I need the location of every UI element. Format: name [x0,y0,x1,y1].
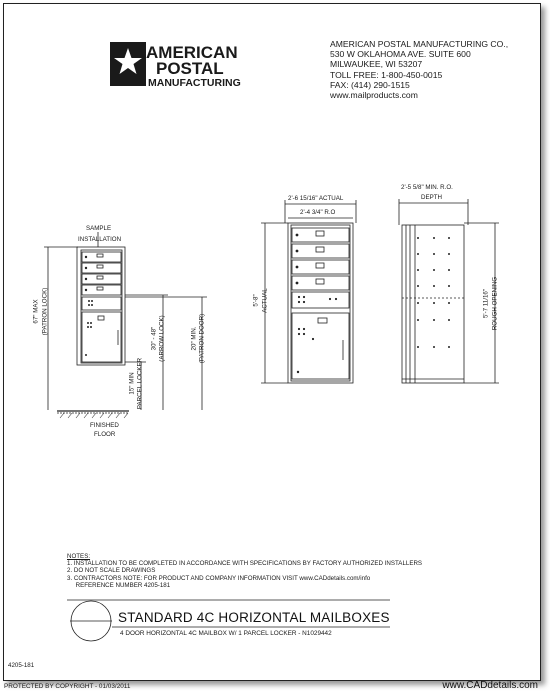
drawing-subtitle: 4 DOOR HORIZONTAL 4C MAILBOX W/ 1 PARCEL LOCKER - N1029442 [120,630,332,637]
svg-text:POSTAL: POSTAL [156,59,224,78]
front-actual-label: ACTUAL [261,288,269,313]
company-name: AMERICAN POSTAL MANUFACTURING CO., [330,39,509,49]
floor-hatch [60,413,128,418]
sample-installation-view [41,232,207,413]
finished-label: FINISHED [90,422,119,429]
rough-opening-label: ROUGH OPENING [491,276,499,331]
rough-opening-width-label: 2'-4 3/4" R.O [300,209,336,216]
note-3: 3. CONTRACTORS NOTE: FOR PRODUCT AND COMPANY INFORMATION VISIT www.CADdetails.com/info [67,574,371,582]
reference-code: 4205-181 [8,662,35,669]
actual-width-label: 2'-6 15/16" ACTUAL [288,195,344,202]
company-address-2: MILWAUKEE, WI 53207 [330,59,423,70]
depth-label: DEPTH [421,194,442,201]
arrow-lock-label: (ARROW LOCK) [158,315,166,362]
floor-label: FLOOR [94,431,116,438]
company-fax: FAX: (414) 290-1515 [330,79,410,90]
arrow-lock-range-label: 30" - 48" [150,326,158,351]
svg-text:AMERICAN: AMERICAN [146,43,238,62]
parcel-locker-label: PARCEL LOCKER [136,357,144,410]
notes-heading: NOTES: [67,553,91,560]
company-tollfree: TOLL FREE: 1-800-450-0015 [330,69,443,80]
patron-lock-label: (PATRON LOCK) [41,287,49,336]
note-reference: REFERENCE NUMBER 4205-181 [67,581,171,589]
rough-height-label: 5'-7 11/16" [482,288,490,319]
max-height-label: 67" MAX [32,299,40,324]
installation-label: INSTALLATION [78,236,122,243]
notes-block [67,553,422,589]
drawing-title: STANDARD 4C HORIZONTAL MAILBOXES [118,610,390,625]
company-website: www.mailproducts.com [330,90,418,101]
sample-label: SAMPLE [86,225,112,232]
patron-door-label: (PATRON DOOR) [198,313,206,364]
copyright-text: PROTECTED BY COPYRIGHT - 01/03/2011 [4,683,131,690]
caddetails-link[interactable]: www.CADdetails.com [442,680,538,691]
parcel-min-label: 15" MIN [128,372,136,395]
note-1: 1. INSTALLATION TO BE COMPLETED IN ACCORDANCE WITH SPECIFICATIONS BY FACTORY AUTHORIZED INSTALLERS [67,560,423,568]
note-2: 2. DO NOT SCALE DRAWINGS [67,567,156,575]
patron-door-min-label: 20" MIN. [190,326,198,351]
front-elevation-view [261,200,356,383]
min-depth-label: 2'-5 5/8" MIN. R.O. [401,184,453,191]
svg-text:MANUFACTURING: MANUFACTURING [148,77,241,89]
company-address-1: 530 W OKLAHOMA AVE. SUITE 600 [330,49,471,60]
front-height-label: 5'-8" [252,294,260,307]
